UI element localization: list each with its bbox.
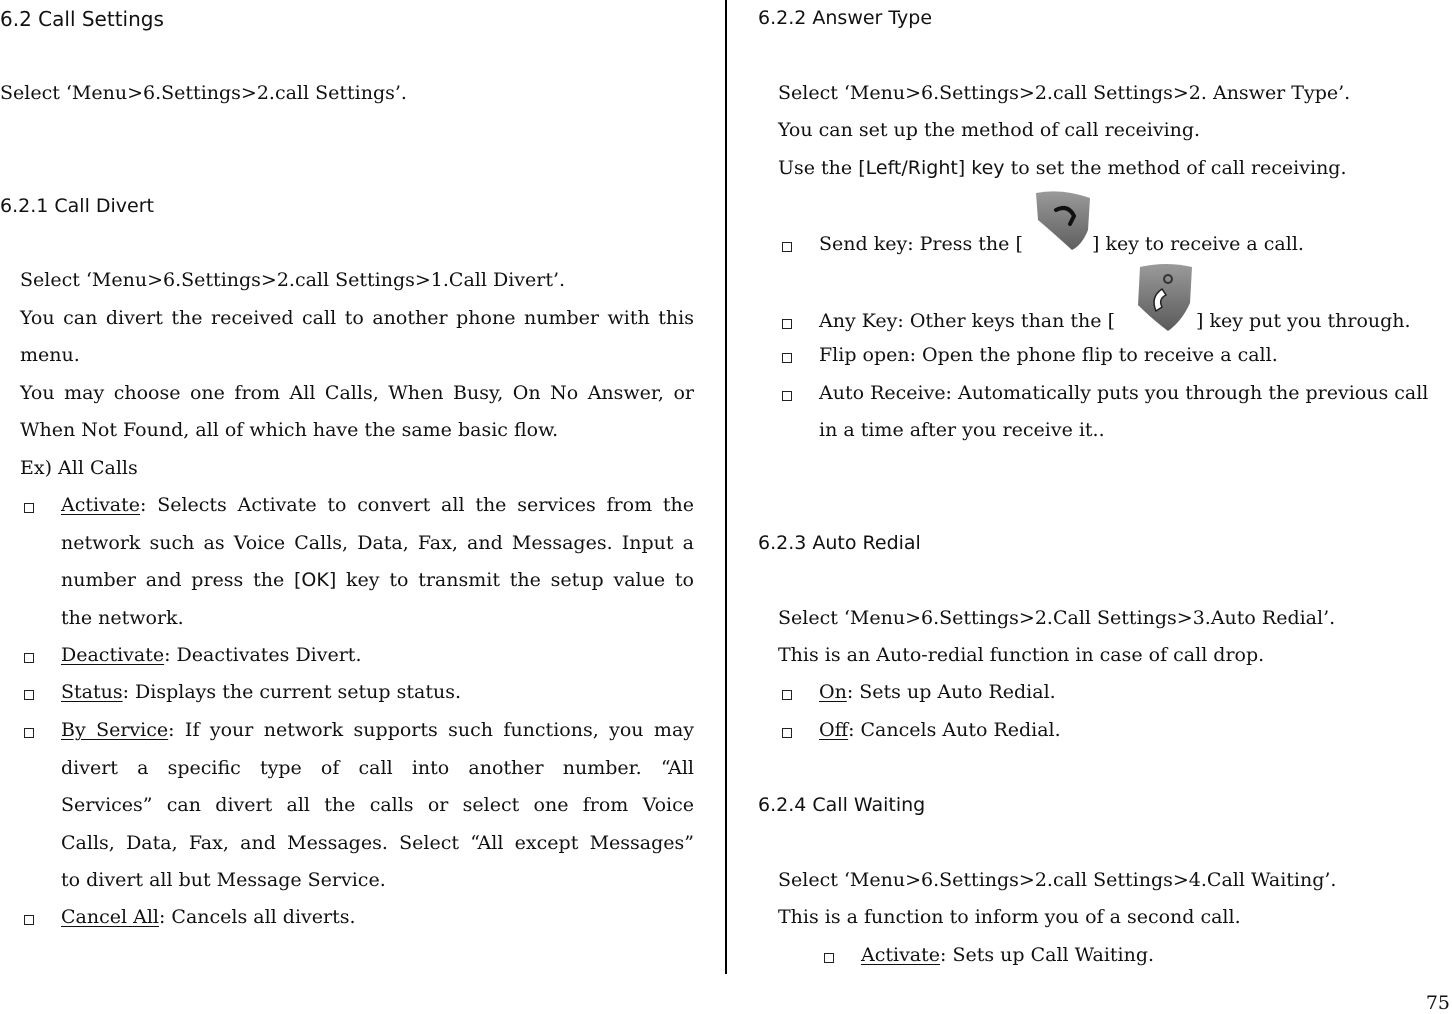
activate-line-4: the network. bbox=[61, 607, 184, 629]
answer-type-desc: You can set up the method of call receiving. bbox=[778, 119, 1201, 141]
left-right-key-label: [Left/Right] key bbox=[858, 157, 1005, 179]
checkbox-bullet-icon bbox=[782, 242, 792, 252]
by-service-line-2: divert a specific type of call into another number. “All bbox=[61, 757, 694, 779]
activate-line-3: number and press the [OK] key to transmit the setup value to bbox=[61, 569, 694, 591]
heading-call-waiting: 6.2.4 Call Waiting bbox=[758, 794, 926, 816]
checkbox-bullet-icon bbox=[782, 690, 792, 700]
by-service-line-5: to divert all but Message Service. bbox=[61, 869, 386, 891]
checkbox-bullet-icon bbox=[782, 728, 792, 738]
section-title: 6.2 Call Settings bbox=[0, 7, 164, 31]
checkbox-bullet-icon bbox=[782, 353, 792, 363]
off-item: Off: Cancels Auto Redial. bbox=[819, 719, 1061, 741]
on-item: On: Sets up Auto Redial. bbox=[819, 681, 1056, 703]
auto-redial-desc: This is an Auto-redial function in case of call drop. bbox=[778, 644, 1265, 666]
by-service-line-4: Calls, Data, Fax, and Messages. Select “All except Messages” bbox=[61, 832, 694, 854]
intro-text: Select ‘Menu>6.Settings>2.call Settings’. bbox=[0, 82, 407, 104]
column-divider bbox=[725, 0, 727, 974]
send-key-item-end: ] key to receive a call. bbox=[1092, 233, 1304, 255]
send-key-item: Send key: Press the [ bbox=[819, 233, 1023, 255]
checkbox-bullet-icon bbox=[24, 653, 34, 663]
call-divert-path: Select ‘Menu>6.Settings>2.call Settings>1.Call Divert’. bbox=[20, 269, 566, 291]
auto-receive-line-2: in a time after you receive it.. bbox=[819, 419, 1105, 441]
page-number: 75 bbox=[1425, 992, 1450, 1014]
by-service-line-3: Services” can divert all the calls or select one from Voice bbox=[61, 794, 694, 816]
any-key-item: Any Key: Other keys than the [ bbox=[819, 310, 1115, 332]
call-waiting-path: Select ‘Menu>6.Settings>2.call Settings>4.Call Waiting’. bbox=[778, 869, 1337, 891]
ok-key-label: [OK] bbox=[294, 569, 337, 591]
heading-answer-type: 6.2.2 Answer Type bbox=[758, 7, 933, 29]
call-divert-options-1: You may choose one from All Calls, When Busy, On No Answer, or bbox=[20, 382, 694, 404]
activate-line-2: network such as Voice Calls, Data, Fax, and Messages. Input a bbox=[61, 532, 694, 554]
heading-call-divert: 6.2.1 Call Divert bbox=[0, 195, 154, 217]
call-divert-options-2: When Not Found, all of which have the same basic flow. bbox=[20, 419, 559, 441]
flip-open-item: Flip open: Open the phone flip to receive a call. bbox=[819, 344, 1278, 366]
any-key-item-end: ] key put you through. bbox=[1196, 310, 1411, 332]
auto-receive-item: Auto Receive: Automatically puts you through the previous call bbox=[819, 382, 1429, 404]
deactivate-item: Deactivate: Deactivates Divert. bbox=[61, 644, 362, 666]
checkbox-bullet-icon bbox=[24, 915, 34, 925]
example-label: Ex) All Calls bbox=[20, 457, 138, 479]
by-service-item: By Service: If your network supports such functions, you may bbox=[61, 719, 695, 741]
activate-term: Activate bbox=[61, 494, 141, 516]
checkbox-bullet-icon bbox=[24, 690, 34, 700]
status-item: Status: Displays the current setup status. bbox=[61, 681, 462, 703]
end-key-icon bbox=[1132, 263, 1196, 333]
checkbox-bullet-icon bbox=[24, 503, 34, 513]
call-waiting-activate-item: Activate: Sets up Call Waiting. bbox=[861, 944, 1155, 966]
heading-auto-redial: 6.2.3 Auto Redial bbox=[758, 532, 921, 554]
checkbox-bullet-icon bbox=[824, 953, 834, 963]
call-divert-desc-1: You can divert the received call to another phone number with this bbox=[20, 307, 694, 329]
cancel-all-item: Cancel All: Cancels all diverts. bbox=[61, 906, 356, 928]
answer-type-use: Use the [Left/Right] key to set the method of call receiving. bbox=[778, 157, 1347, 179]
call-divert-desc-2: menu. bbox=[20, 344, 80, 366]
checkbox-bullet-icon bbox=[782, 391, 792, 401]
call-waiting-desc: This is a function to inform you of a second call. bbox=[778, 906, 1241, 928]
checkbox-bullet-icon bbox=[24, 728, 34, 738]
checkbox-bullet-icon bbox=[782, 319, 792, 329]
auto-redial-path: Select ‘Menu>6.Settings>2.Call Settings>3.Auto Redial’. bbox=[778, 607, 1336, 629]
send-key-icon bbox=[1032, 190, 1094, 252]
activate-item: Activate: Selects Activate to convert all the services from the bbox=[61, 494, 694, 516]
answer-type-path: Select ‘Menu>6.Settings>2.call Settings>2. Answer Type’. bbox=[778, 82, 1351, 104]
